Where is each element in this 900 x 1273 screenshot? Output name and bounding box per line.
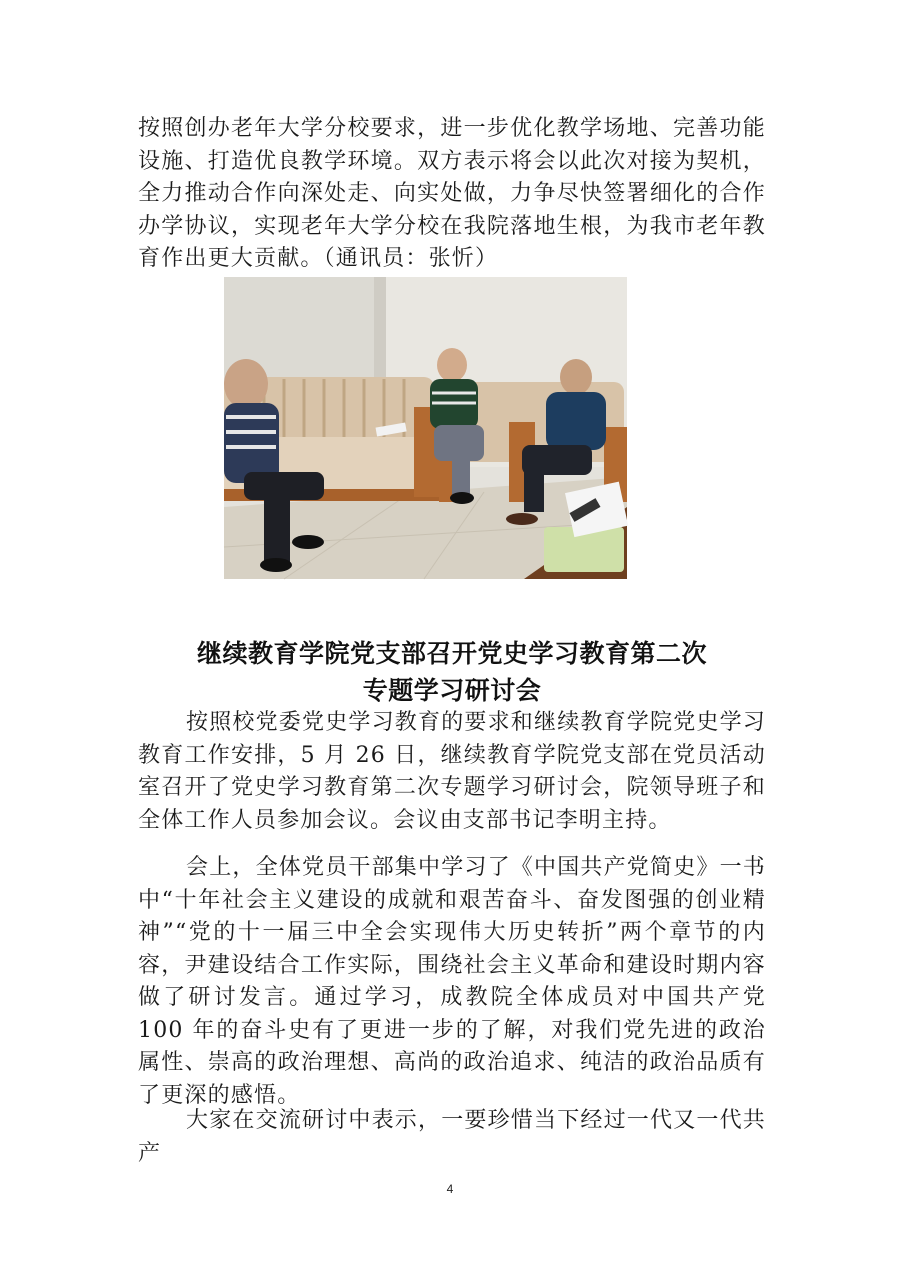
article-title-line-2: 专题学习研讨会	[362, 676, 542, 705]
article-paragraph: 会上，全体党员干部集中学习了《中国共产党简史》一书中“十年社会主义建设的成就和艰苦奋斗、奋发图强的创业精神”“党的十一届三中全会实现伟大历史转折”两个章节的内容，尹建设结合工作实际，围绕社会主义革命和建设时期内容做了研讨发言。通过学习，成教院全体成员对中国共产党 100 年的奋斗史有了更进一步的了解，对我们党先进的政治属性、崇高的政治理想、高尚的政治追求、纯洁的政治品质有了更深的感悟。	[138, 855, 767, 1108]
article-paragraph: 按照校党委党史学习教育的要求和继续教育学院党史学习教育工作安排，5 月 26 日，继续教育学院党支部在党员活动室召开了党史学习教育第二次专题学习研讨会，院领导班子和全体工作人员参加会议。会议由支部书记李明主持。	[138, 710, 767, 833]
article-title-line-1: 继续教育学院党支部召开党史学习教育第二次	[196, 639, 707, 668]
article-paragraph: 大家在交流研讨中表示，一要珍惜当下经过一代又一代共产	[138, 1108, 767, 1166]
meeting-photo	[224, 277, 627, 579]
paragraph-previous-article-ending: 按照创办老年大学分校要求，进一步优化教学场地、完善功能设施、打造优良教学环境。双方表示将会以此次对接为契机，全力推动合作向深处走、向实处做，力争尽快签署细化的合作办学协议，实现老年大学分校在我院落地生根，为我市老年教育作出更大贡献。（通讯员：张忻）	[138, 116, 766, 271]
page-number: 4	[446, 1182, 454, 1196]
